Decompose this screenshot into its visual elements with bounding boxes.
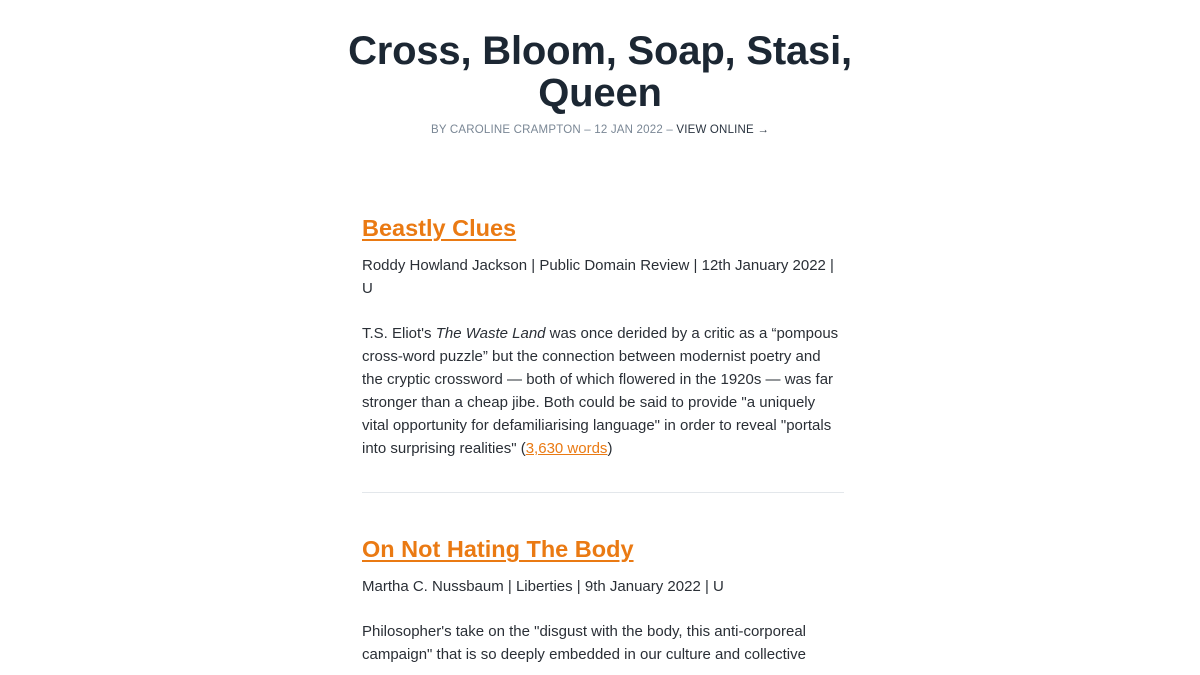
article-meta: Roddy Howland Jackson | Public Domain Review | 12th January 2022 | U bbox=[362, 257, 834, 297]
summary-text: T.S. Eliot's bbox=[362, 325, 436, 342]
article-title-link[interactable]: On Not Hating The Body bbox=[362, 536, 634, 562]
article-meta: Martha C. Nussbaum | Liberties | 9th January 2022 | U bbox=[362, 578, 724, 595]
summary-italic-title: The Waste Land bbox=[435, 325, 546, 342]
newsletter-header bbox=[0, 30, 1200, 136]
article-item bbox=[362, 210, 844, 460]
article-item bbox=[362, 531, 844, 666]
article-summary: Philosopher's take on the "disgust with the body, this anti-corporeal campaign" that is so deeply embedded in our culture and collective bbox=[362, 623, 806, 663]
summary-text: was once derided by a critic as a “pompous cross-word puzzle” but the connection between modernist poetry and the cryptic crossword — both of which flowered in the 1920s — was far stronger than a cheap jibe. Both could be said to provide "a uniquely vital opportunity for defamiliarising language" in order to reveal "portals into surprising realities" ( bbox=[362, 325, 839, 457]
byline bbox=[0, 124, 1200, 136]
word-count-link[interactable]: 3,630 words bbox=[525, 440, 608, 457]
view-online-link[interactable]: VIEW ONLINE → bbox=[676, 124, 770, 136]
article-summary bbox=[362, 322, 844, 460]
article-list bbox=[362, 210, 844, 666]
byline-text: BY CAROLINE CRAMPTON – 12 JAN 2022 – bbox=[430, 124, 677, 136]
page-title: Cross, Bloom, Soap, Stasi, Queen bbox=[348, 29, 852, 115]
summary-text: ) bbox=[607, 440, 613, 457]
article-title-link[interactable]: Beastly Clues bbox=[362, 215, 517, 241]
article-divider bbox=[362, 492, 844, 493]
